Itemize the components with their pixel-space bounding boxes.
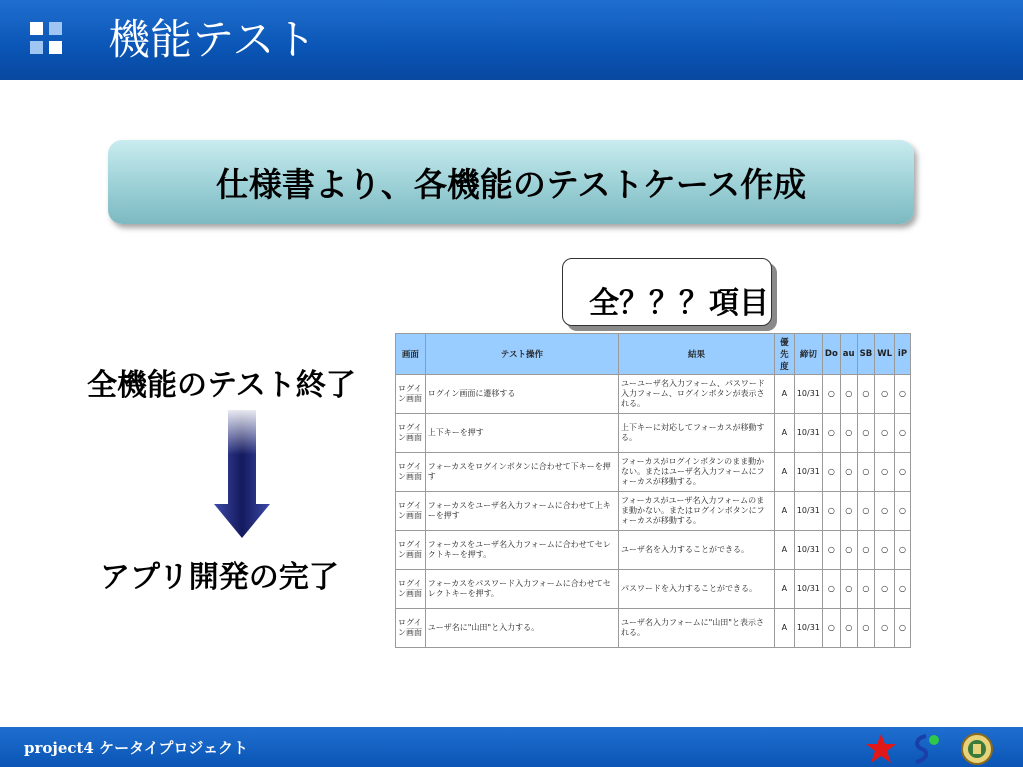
- cell-sb: ○: [857, 570, 875, 609]
- cell-priority: A: [774, 375, 794, 414]
- col-header-operation: テスト操作: [425, 334, 618, 375]
- cell-operation: フォーカスをパスワード入力フォームに合わせてセレクトキーを押す。: [425, 570, 618, 609]
- table-row: [396, 492, 911, 531]
- cell-priority: A: [774, 453, 794, 492]
- table-row: [396, 375, 911, 414]
- slide-title: 機能テスト: [108, 15, 317, 64]
- cell-wl: ○: [875, 375, 895, 414]
- cell-sb: ○: [857, 531, 875, 570]
- cell-ip: ○: [895, 453, 911, 492]
- title-squares-icon: [30, 22, 70, 62]
- col-header-screen: 画面: [396, 334, 426, 375]
- cell-due: 10/31: [794, 492, 822, 531]
- cell-screen: ログイン画面: [396, 375, 426, 414]
- cell-operation: フォーカスをユーザ名入力フォームに合わせて上キーを押す: [425, 492, 618, 531]
- cell-operation: ログイン画面に遷移する: [425, 375, 618, 414]
- cell-screen: ログイン画面: [396, 453, 426, 492]
- cell-priority: A: [774, 414, 794, 453]
- cell-priority: A: [774, 531, 794, 570]
- table-row: [396, 531, 911, 570]
- table-header-row: [396, 334, 911, 375]
- test-case-table: [395, 333, 911, 648]
- cell-do: ○: [822, 492, 840, 531]
- university-emblem-icon: [960, 732, 994, 766]
- col-header-ip: iP: [895, 334, 911, 375]
- cell-sb: ○: [857, 492, 875, 531]
- cell-au: ○: [840, 492, 857, 531]
- label-app-dev-done: アプリ開発の完了: [100, 560, 339, 595]
- col-header-au: au: [840, 334, 857, 375]
- cell-result: ユーザ名入力フォームに"山田"と表示される。: [619, 609, 775, 648]
- footer-bar: [0, 727, 1023, 767]
- col-header-due: 締切: [794, 334, 822, 375]
- banner-text: 仕様書より、各機能のテストケース作成: [215, 164, 807, 204]
- cell-do: ○: [822, 609, 840, 648]
- cell-ip: ○: [895, 609, 911, 648]
- down-arrow-icon: [214, 410, 270, 538]
- cell-ip: ○: [895, 570, 911, 609]
- cell-due: 10/31: [794, 414, 822, 453]
- item-count-callout: [562, 258, 772, 326]
- cell-do: ○: [822, 570, 840, 609]
- col-header-wl: WL: [875, 334, 895, 375]
- cell-au: ○: [840, 375, 857, 414]
- cell-ip: ○: [895, 531, 911, 570]
- cell-priority: A: [774, 492, 794, 531]
- cell-operation: フォーカスをログインボタンに合わせて下キーを押す: [425, 453, 618, 492]
- cell-ip: ○: [895, 492, 911, 531]
- cell-result: 上下キーに対応してフォーカスが移動する。: [619, 414, 775, 453]
- col-header-do: Do: [822, 334, 840, 375]
- cell-result: フォーカスがログインボタンのまま動かない。またはユーザ名入力フォームにフォーカスが移動する。: [619, 453, 775, 492]
- cell-screen: ログイン画面: [396, 531, 426, 570]
- cell-screen: ログイン画面: [396, 570, 426, 609]
- cell-result: パスワードを入力することができる。: [619, 570, 775, 609]
- cell-do: ○: [822, 375, 840, 414]
- cell-do: ○: [822, 531, 840, 570]
- label-all-tests-done: 全機能のテスト終了: [87, 368, 356, 403]
- col-header-sb: SB: [857, 334, 875, 375]
- cell-sb: ○: [857, 414, 875, 453]
- cell-wl: ○: [875, 414, 895, 453]
- cell-screen: ログイン画面: [396, 414, 426, 453]
- cell-result: フォーカスがユーザ名入力フォームのまま動かない。またはログインボタンにフォーカスが移動する。: [619, 492, 775, 531]
- cell-sb: ○: [857, 375, 875, 414]
- table-row: [396, 414, 911, 453]
- cell-au: ○: [840, 414, 857, 453]
- cell-due: 10/31: [794, 375, 822, 414]
- cell-sb: ○: [857, 609, 875, 648]
- cell-do: ○: [822, 453, 840, 492]
- cell-due: 10/31: [794, 570, 822, 609]
- col-header-priority: 優先度: [774, 334, 794, 375]
- cell-au: ○: [840, 531, 857, 570]
- cell-operation: フォーカスをユーザ名入力フォームに合わせてセレクトキーを押す。: [425, 531, 618, 570]
- table-row: [396, 609, 911, 648]
- col-header-result: 結果: [619, 334, 775, 375]
- cell-due: 10/31: [794, 609, 822, 648]
- table-row: [396, 453, 911, 492]
- cell-wl: ○: [875, 609, 895, 648]
- cell-due: 10/31: [794, 531, 822, 570]
- callout-text: 全？？？項目: [589, 286, 769, 321]
- cell-operation: ユーザ名に"山田"と入力する。: [425, 609, 618, 648]
- cell-wl: ○: [875, 492, 895, 531]
- cell-ip: ○: [895, 414, 911, 453]
- red-character-logo-icon: [864, 732, 898, 766]
- cell-result: ユーユーザ名入力フォーム、パスワード入力フォーム、ログインボタンが表示される。: [619, 375, 775, 414]
- cell-wl: ○: [875, 570, 895, 609]
- cell-result: ユーザ名を入力することができる。: [619, 531, 775, 570]
- table-row: [396, 570, 911, 609]
- cell-au: ○: [840, 570, 857, 609]
- footer-project-name: project4 ケータイプロジェクト: [24, 739, 249, 757]
- banner-box: [108, 140, 914, 224]
- cell-due: 10/31: [794, 453, 822, 492]
- cell-au: ○: [840, 453, 857, 492]
- cell-screen: ログイン画面: [396, 609, 426, 648]
- header-bar: [0, 0, 1023, 80]
- cell-ip: ○: [895, 375, 911, 414]
- cell-sb: ○: [857, 453, 875, 492]
- cell-wl: ○: [875, 453, 895, 492]
- cell-au: ○: [840, 609, 857, 648]
- cell-wl: ○: [875, 531, 895, 570]
- swoosh-logo-icon: [908, 732, 942, 766]
- cell-screen: ログイン画面: [396, 492, 426, 531]
- cell-priority: A: [774, 609, 794, 648]
- cell-do: ○: [822, 414, 840, 453]
- cell-operation: 上下キーを押す: [425, 414, 618, 453]
- cell-priority: A: [774, 570, 794, 609]
